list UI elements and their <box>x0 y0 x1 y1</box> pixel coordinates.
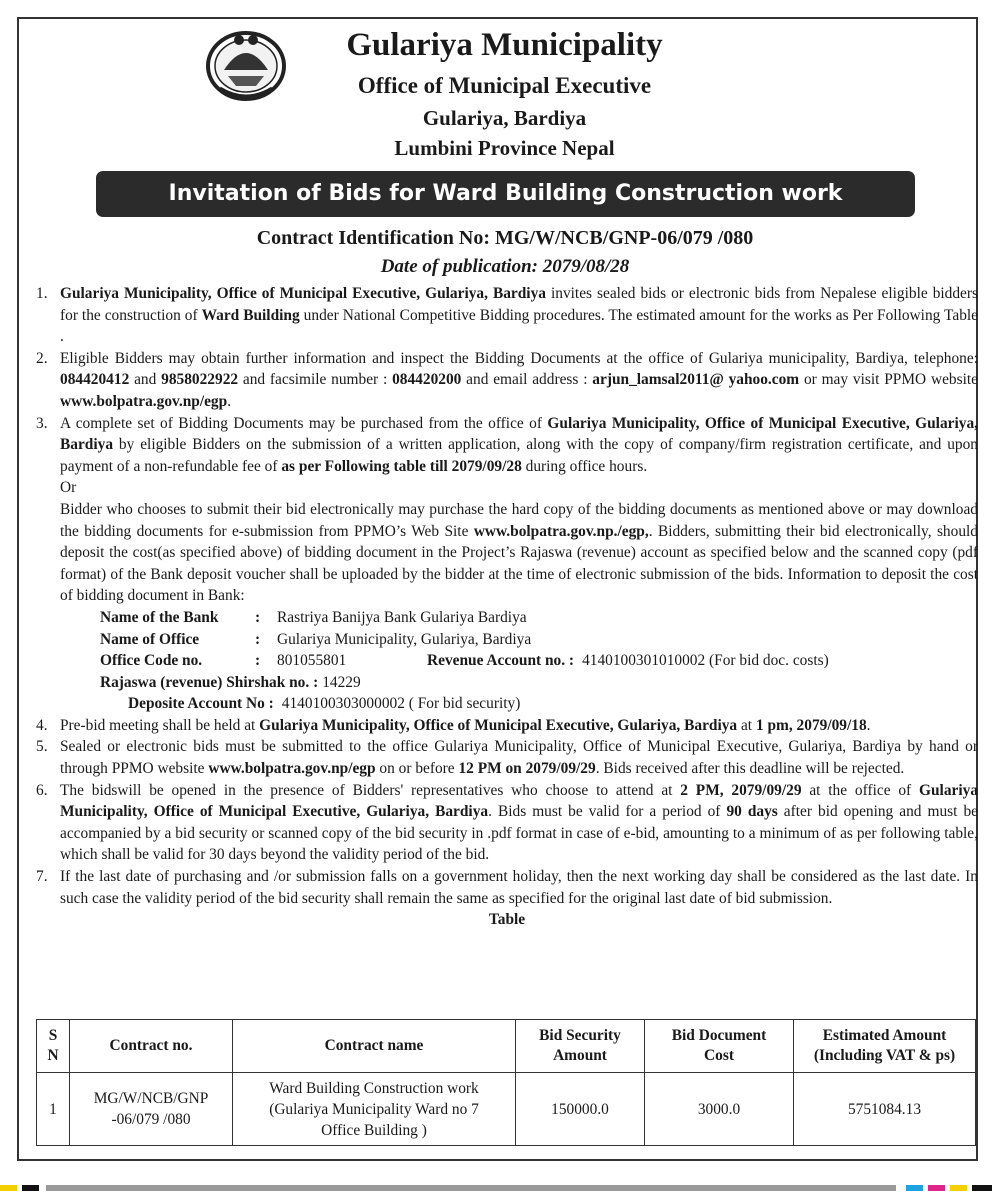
column-header-contract-name: Contract name <box>233 1020 516 1073</box>
color-bar-magenta <box>928 1185 945 1191</box>
cell-contract-no: MG/W/NCB/GNP -06/079 /080 <box>70 1073 233 1146</box>
cell-bid-security: 150000.0 <box>516 1073 645 1146</box>
column-header-estimated-amount: Estimated Amount (Including VAT & ps) <box>794 1020 976 1073</box>
column-header-bid-document-cost: Bid Document Cost <box>645 1020 794 1073</box>
item-number: 7. <box>36 868 48 886</box>
list-item <box>36 715 978 737</box>
list-item <box>36 348 978 413</box>
publication-date: Date of publication: 2079/08/28 <box>380 256 630 277</box>
color-bar-yellow <box>0 1185 17 1191</box>
item-number: 6. <box>36 781 48 799</box>
item-text: If the last date of purchasing and /or submission falls on a government holiday, then the next working day shall be considered as the last date. In such case the validity period of the bid security shall remain the same as specified for the original last date of bid submission. <box>60 868 978 907</box>
notice-body <box>36 283 978 931</box>
table-row <box>37 1073 976 1146</box>
list-item <box>36 413 978 715</box>
bid-table <box>36 1019 976 1146</box>
item-number: 3. <box>36 414 48 432</box>
cell-estimated-amount: 5751084.13 <box>794 1073 976 1146</box>
color-bar-gray <box>46 1185 896 1191</box>
color-bar-yellow-right <box>950 1185 967 1191</box>
item-text: Pre-bid meeting shall be held at Gulariya Municipality, Office of Municipal Executive, Gulariya, Bardiya at 1 pm, 2079/09/18. <box>60 716 871 734</box>
municipality-title: Gulariya Municipality <box>346 27 663 63</box>
table-title: Table <box>488 911 526 929</box>
item-text: The bidswill be opened in the presence of Bidders' representatives who choose to attend at 2 PM, 2079/09/29 at the office of Gulariya Municipality, Office of Municipal Executive, Gulariya, Bardiya. Bids must be valid for a period of 90 days after bid opening and must be accompanied by a bid security or scanned copy of the bid security in .pdf format in case of e-bid, amounting to a minimum of as per following table, which shall be valid for 30 days beyond the validity period of the bid. <box>60 781 979 864</box>
color-bar-cyan <box>906 1185 923 1191</box>
item-text: A complete set of Bidding Documents may be purchased from the office of Gulariya Municipality, Office of Municipal Executive, Gulariya, Bardiya by eligible Bidders on the submission of a written application, along with the copy of company/firm registration certificate, and upon payment of a non-refundable fee of as per Following table till 2079/09/28 during office hours. Or Bidder who chooses to submit their bid electronically may purchase the hard copy of the bidding documents as mentioned above or may download the bidding documents for e-submission from PPMO’s Web Site www.bolpatra.gov.np./egp,. Bidders, submitting their bid electronically, should deposit the cost(as specified above) of bidding document in the Project’s Rajaswa (revenue) account as specified below and the scanned copy (pdf format) of the Bank deposit voucher shall be uploaded by the bidder at the time of electronic submission of the bids. Information to deposit the cost of bidding document in Bank: Name of the Bank : Rastriya Banijya Bank Gulariya Bardiya Name of Office : Gulariya Municipality, Gulariya, Bardiya Office Code no. : 801055801 Revenue Account no. : 4140100301010002 (For bid doc. costs) Rajaswa (revenue) Shirshak no. : 14229 Deposite Account No : 4140100303000002 ( For bid security) <box>60 413 978 715</box>
item-text: Sealed or electronic bids must be submitted to the office Gulariya Municipality, Office of Municipal Executive, Gulariya, Bardiya by hand or through PPMO website www.bolpatra.gov.np/egp on or before 12 PM on 2079/09/29. Bids received after this deadline will be rejected. <box>60 738 978 778</box>
province-line: Lumbini Province Nepal <box>394 136 615 160</box>
office-title: Office of Municipal Executive <box>357 73 652 98</box>
list-item <box>36 780 978 866</box>
cell-contract-name: Ward Building Construction work (Gulariya Municipality Ward no 7 Office Building ) <box>233 1073 516 1146</box>
email-address: arjun_lamsal2011@ yahoo.com <box>592 371 800 389</box>
invitation-banner: Invitation of Bids for Ward Building Construction work <box>96 171 915 217</box>
or-separator: Or <box>60 479 77 497</box>
item-number: 2. <box>36 349 48 367</box>
list-item <box>36 736 978 779</box>
ppmo-website: www.bolpatra.gov.np/egp <box>60 392 228 410</box>
ppmo-website: www.bolpatra.gov.np/egp <box>208 760 376 778</box>
ppmo-website: www.bolpatra.gov.np./egp, <box>473 522 649 540</box>
location-line: Gulariya, Bardiya <box>422 106 587 130</box>
table-header-row <box>37 1020 976 1073</box>
column-header-contract-no: Contract no. <box>70 1020 233 1073</box>
cell-bid-document-cost: 3000.0 <box>645 1073 794 1146</box>
contract-identification: Contract Identification No: MG/W/NCB/GNP-06/079 /080 <box>256 227 754 249</box>
item-text: Eligible Bidders may obtain further information and inspect the Bidding Documents at the office of Gulariya municipality, Bardiya, telephone: 084420412 and 9858022922 and facsimile number : 084420200 and email address : arjun_lamsal2011@ yahoo.com or may visit PPMO website www.bolpatra.gov.np/egp. <box>60 349 978 410</box>
bank-details: Name of the Bank : Rastriya Banijya Bank Gulariya Bardiya Name of Office : Gulariya Municipality, Gulariya, Bardiya Office Code no. : 801055801 Revenue Account no. : 4140100301010002 (For bid doc. costs) Rajaswa (revenue) Shirshak no. : 14229 Deposite Account No : 4140100303000002 ( For bid security) <box>100 608 829 713</box>
item-text: Gulariya Municipality, Office of Municipal Executive, Gulariya, Bardiya invites sealed bids or electronic bids from Nepalese eligible bidders for the construction of Ward Building under National Competitive Bidding procedures. The estimated amount for the works as Per Following Table . <box>60 285 979 346</box>
column-header-sn: S N <box>37 1020 70 1073</box>
column-header-bid-security: Bid Security Amount <box>516 1020 645 1073</box>
list-item <box>36 866 978 909</box>
color-bar-black-right <box>972 1185 992 1191</box>
item-number: 1. <box>36 285 48 302</box>
list-item <box>36 283 978 348</box>
item-number: 5. <box>36 738 48 756</box>
cell-sn: 1 <box>37 1073 70 1146</box>
color-bar-black <box>22 1185 39 1191</box>
item-number: 4. <box>36 716 48 734</box>
